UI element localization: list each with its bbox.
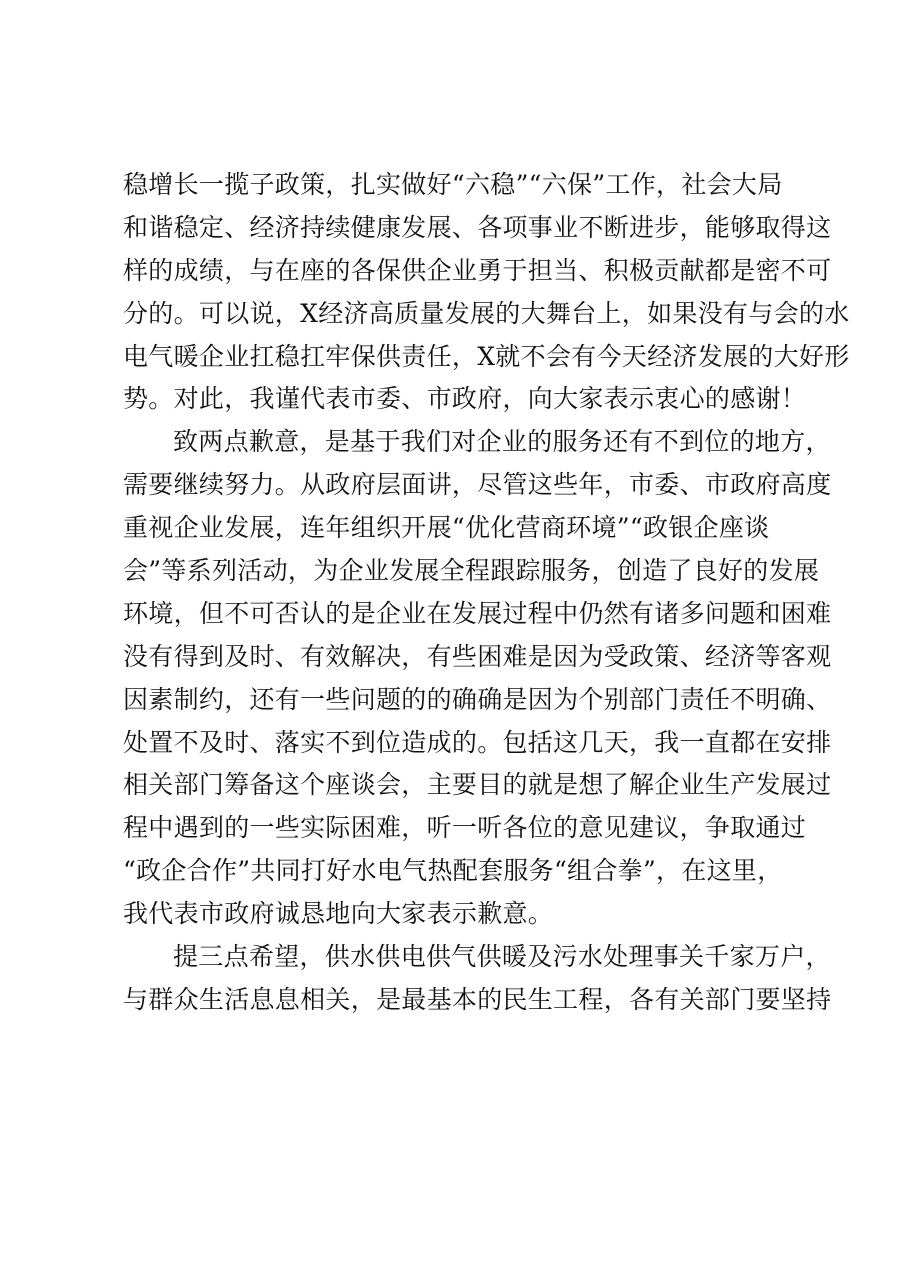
text-line: 程中遇到的一些实际困难，听一听各位的意见建议，争取通过 [123,813,807,843]
text-line: 稳增长一揽子政策，扎实做好“六稳”“六保”工作，社会大局 [123,170,783,199]
text-line: 分的。可以说，X经济高质量发展的大舞台上，如果没有与会的水 [123,298,850,328]
text-line: 重视企业发展，连年组织开展“优化营商环境”“政银企座谈 [123,513,770,543]
text-line: 势。对此，我谨代表市委、市政府，向大家表示衷心的感谢！ [123,384,807,414]
text-line: 电气暖企业扛稳扛牢保供责任，X就不会有今天经济发展的大好形 [123,341,850,371]
text-line: 处置不及时、落实不到位造成的。包括这几天，我一直都在安排 [123,727,832,757]
paragraph-start-line: 致两点歉意，是基于我们对企业的服务还有不到位的地方， [173,427,831,457]
text-line: 样的成绩，与在座的各保供企业勇于担当、积极贡献都是密不可 [123,255,832,285]
text-line: 没有得到及时、有效解决，有些困难是因为受政策、经济等客观 [123,641,832,671]
text-line: 和谐稳定、经济持续健康发展、各项事业不断进步，能够取得这 [123,212,832,242]
text-line: 环境，但不可否认的是企业在发展过程中仍然有诸多问题和困难 [123,598,832,628]
text-line: 我代表市政府诚恳地向大家表示歉意。 [123,899,554,929]
paragraph-start-line: 提三点希望，供水供电供气供暖及污水处理事关千家万户， [173,942,831,972]
text-line: “政企合作”共同打好水电气热配套服务“组合拳”，在这里， [123,856,783,886]
text-line: 与群众生活息息相关，是最基本的民生工程，各有关部门要坚持 [123,984,832,1014]
text-line: 相关部门筹备这个座谈会，主要目的就是想了解企业生产发展过 [123,770,832,800]
body-text [123,164,850,1022]
text-line: 会”等系列活动，为企业发展全程跟踪服务，创造了良好的发展 [123,556,820,586]
text-line: 因素制约，还有一些问题的的确确是因为个别部门责任不明确、 [123,684,832,714]
text-line: 需要继续努力。从政府层面讲，尽管这些年，市委、市政府高度 [123,470,832,500]
